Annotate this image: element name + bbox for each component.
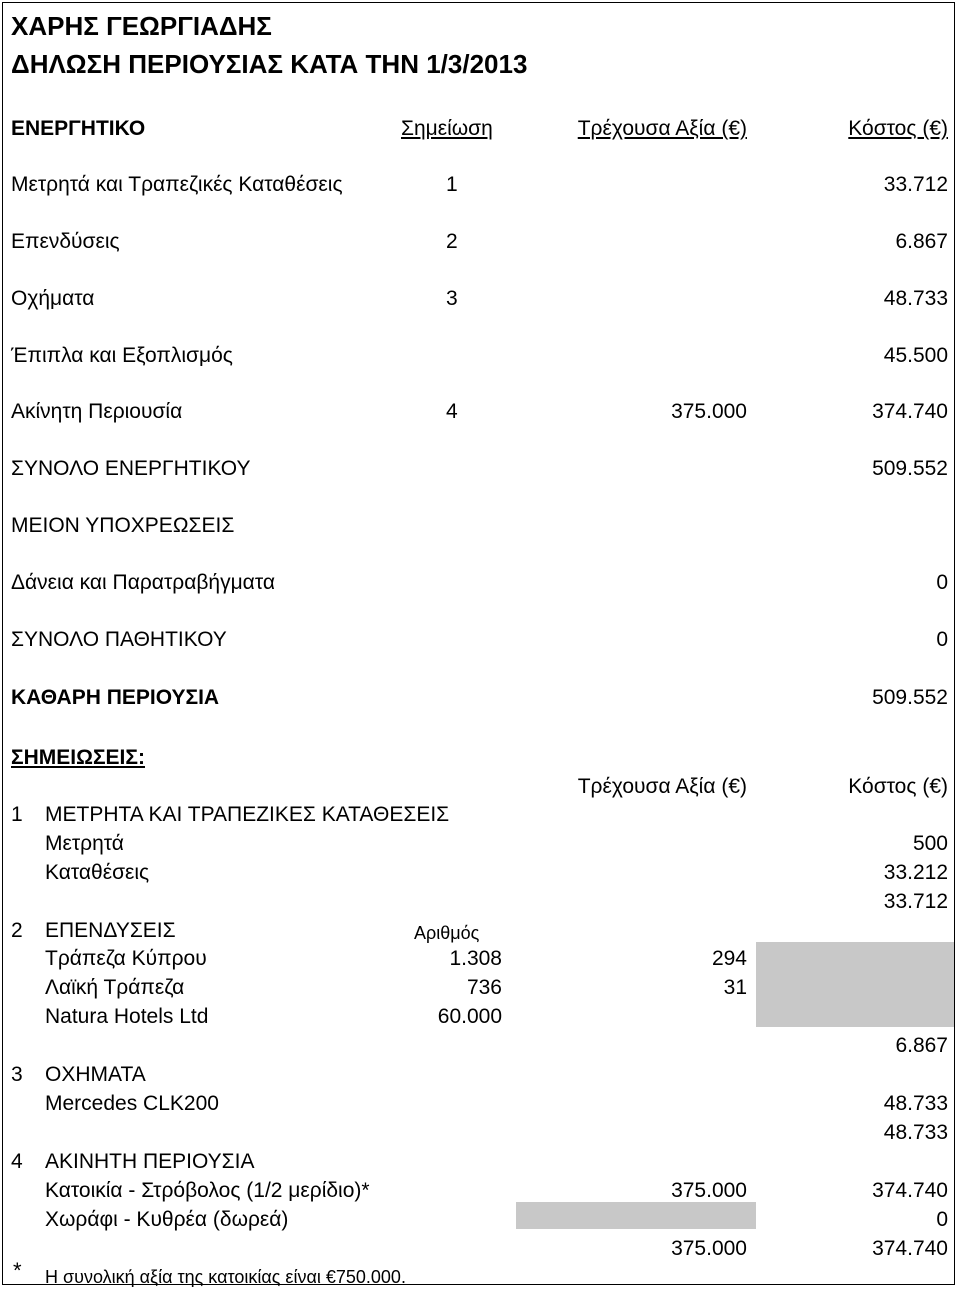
note-item-label: Καταθέσεις [45, 861, 150, 884]
loans-label: Δάνεια και Παρατραβήγματα [11, 571, 275, 594]
asset-label: Μετρητά και Τραπεζικές Καταθέσεις [11, 173, 343, 196]
note-item-label: Τράπεζα Κύπρου [45, 947, 207, 970]
note-number: 2 [11, 919, 23, 942]
net-worth-label: ΚΑΘΑΡΗ ΠΕΡΙΟΥΣΙΑ [11, 686, 220, 709]
note-item-cost: 500 [912, 832, 948, 855]
note-item-label: Λαϊκή Τράπεζα [45, 976, 185, 999]
asset-cost: 33.712 [883, 173, 948, 196]
note-total-value: 375.000 [671, 1237, 747, 1260]
note-item-label: Natura Hotels Ltd [45, 1005, 209, 1028]
assets-total-value: 509.552 [872, 457, 948, 480]
count-column-header: Αριθμός [414, 923, 480, 943]
asset-note: 3 [446, 287, 458, 310]
note-number: 1 [11, 803, 23, 826]
assets-total-label: ΣΥΝΟΛΟ ΕΝΕΡΓΗΤΙΚΟΥ [11, 457, 251, 480]
note-title: ΜΕΤΡΗΤΑ ΚΑΙ ΤΡΑΠΕΖΙΚΕΣ ΚΑΤΑΘΕΣΕΙΣ [45, 803, 450, 826]
note-item-label: Μετρητά [45, 832, 124, 855]
note-title: ΕΠΕΝΔΥΣΕΙΣ [45, 919, 176, 942]
footnote-text: Η συνολική αξία της κατοικίας είναι €750.000. [45, 1267, 406, 1287]
asset-cost: 6.867 [895, 230, 948, 253]
note-item-count: 736 [466, 976, 502, 999]
note-total-cost: 374.740 [872, 1237, 948, 1260]
col-cost-header: Κόστος (€) [848, 117, 948, 140]
asset-value: 375.000 [671, 400, 747, 423]
note-item-count: 1.308 [449, 947, 502, 970]
note-item-cost: 0 [936, 1208, 948, 1231]
asset-label: Οχήματα [11, 287, 95, 310]
note-item-cost: 33.212 [883, 861, 948, 884]
note-number: 4 [11, 1150, 23, 1173]
document-title: ΔΗΛΩΣΗ ΠΕΡΙΟΥΣΙΑΣ ΚΑΤΑ ΤΗΝ 1/3/2013 [11, 49, 528, 79]
col-note-header: Σημείωση [401, 117, 493, 140]
asset-label: Έπιπλα και Εξοπλισμός [11, 344, 233, 367]
note-number: 3 [11, 1063, 23, 1086]
owner-name: ΧΑΡΗΣ ΓΕΩΡΓΙΑΔΗΣ [11, 11, 272, 41]
note-title: ΑΚΙΝΗΤΗ ΠΕΡΙΟΥΣΙΑ [45, 1150, 255, 1173]
note-title: ΟΧΗΜΑΤΑ [45, 1063, 146, 1086]
asset-cost: 45.500 [883, 344, 948, 367]
shaded-cell [516, 1202, 756, 1229]
note-item-label: Χωράφι - Κυθρέα (δωρεά) [45, 1208, 289, 1231]
note-item-label: Κατοικία - Στρόβολος (1/2 μερίδιο)* [45, 1179, 370, 1202]
net-worth-value: 509.552 [872, 686, 948, 709]
note-item-value: 375.000 [671, 1179, 747, 1202]
assets-heading: ΕΝΕΡΓΗΤΙΚΟ [11, 117, 146, 140]
liabilities-heading: ΜΕΙΟΝ ΥΠΟΧΡΕΩΣΕΙΣ [11, 514, 235, 537]
asset-label: Ακίνητη Περιουσία [11, 400, 183, 423]
note-total-cost: 33.712 [883, 890, 948, 913]
asset-cost: 374.740 [872, 400, 948, 423]
notes-col-cost-header: Κόστος (€) [848, 775, 948, 798]
note-item-label: Mercedes CLK200 [45, 1092, 219, 1115]
loans-value: 0 [936, 571, 948, 594]
note-item-cost: 48.733 [883, 1092, 948, 1115]
footnote-mark: * [13, 1258, 22, 1283]
note-item-value: 31 [723, 976, 747, 999]
document-frame [2, 2, 955, 1285]
shaded-cell [756, 942, 954, 1027]
note-item-value: 294 [711, 947, 747, 970]
liabilities-total-label: ΣΥΝΟΛΟ ΠΑΘΗΤΙΚΟΥ [11, 628, 227, 651]
note-item-count: 60.000 [437, 1005, 502, 1028]
liabilities-total-value: 0 [936, 628, 948, 651]
notes-heading: ΣΗΜΕΙΩΣΕΙΣ: [11, 746, 145, 769]
note-total-cost: 48.733 [883, 1121, 948, 1144]
asset-note: 4 [446, 400, 458, 423]
asset-label: Επενδύσεις [11, 230, 120, 253]
note-total-cost: 6.867 [895, 1034, 948, 1057]
note-item-cost: 374.740 [872, 1179, 948, 1202]
asset-note: 1 [446, 173, 458, 196]
asset-note: 2 [446, 230, 458, 253]
notes-col-value-header: Τρέχουσα Αξία (€) [577, 775, 747, 798]
asset-cost: 48.733 [883, 287, 948, 310]
col-value-header: Τρέχουσα Αξία (€) [577, 117, 747, 140]
